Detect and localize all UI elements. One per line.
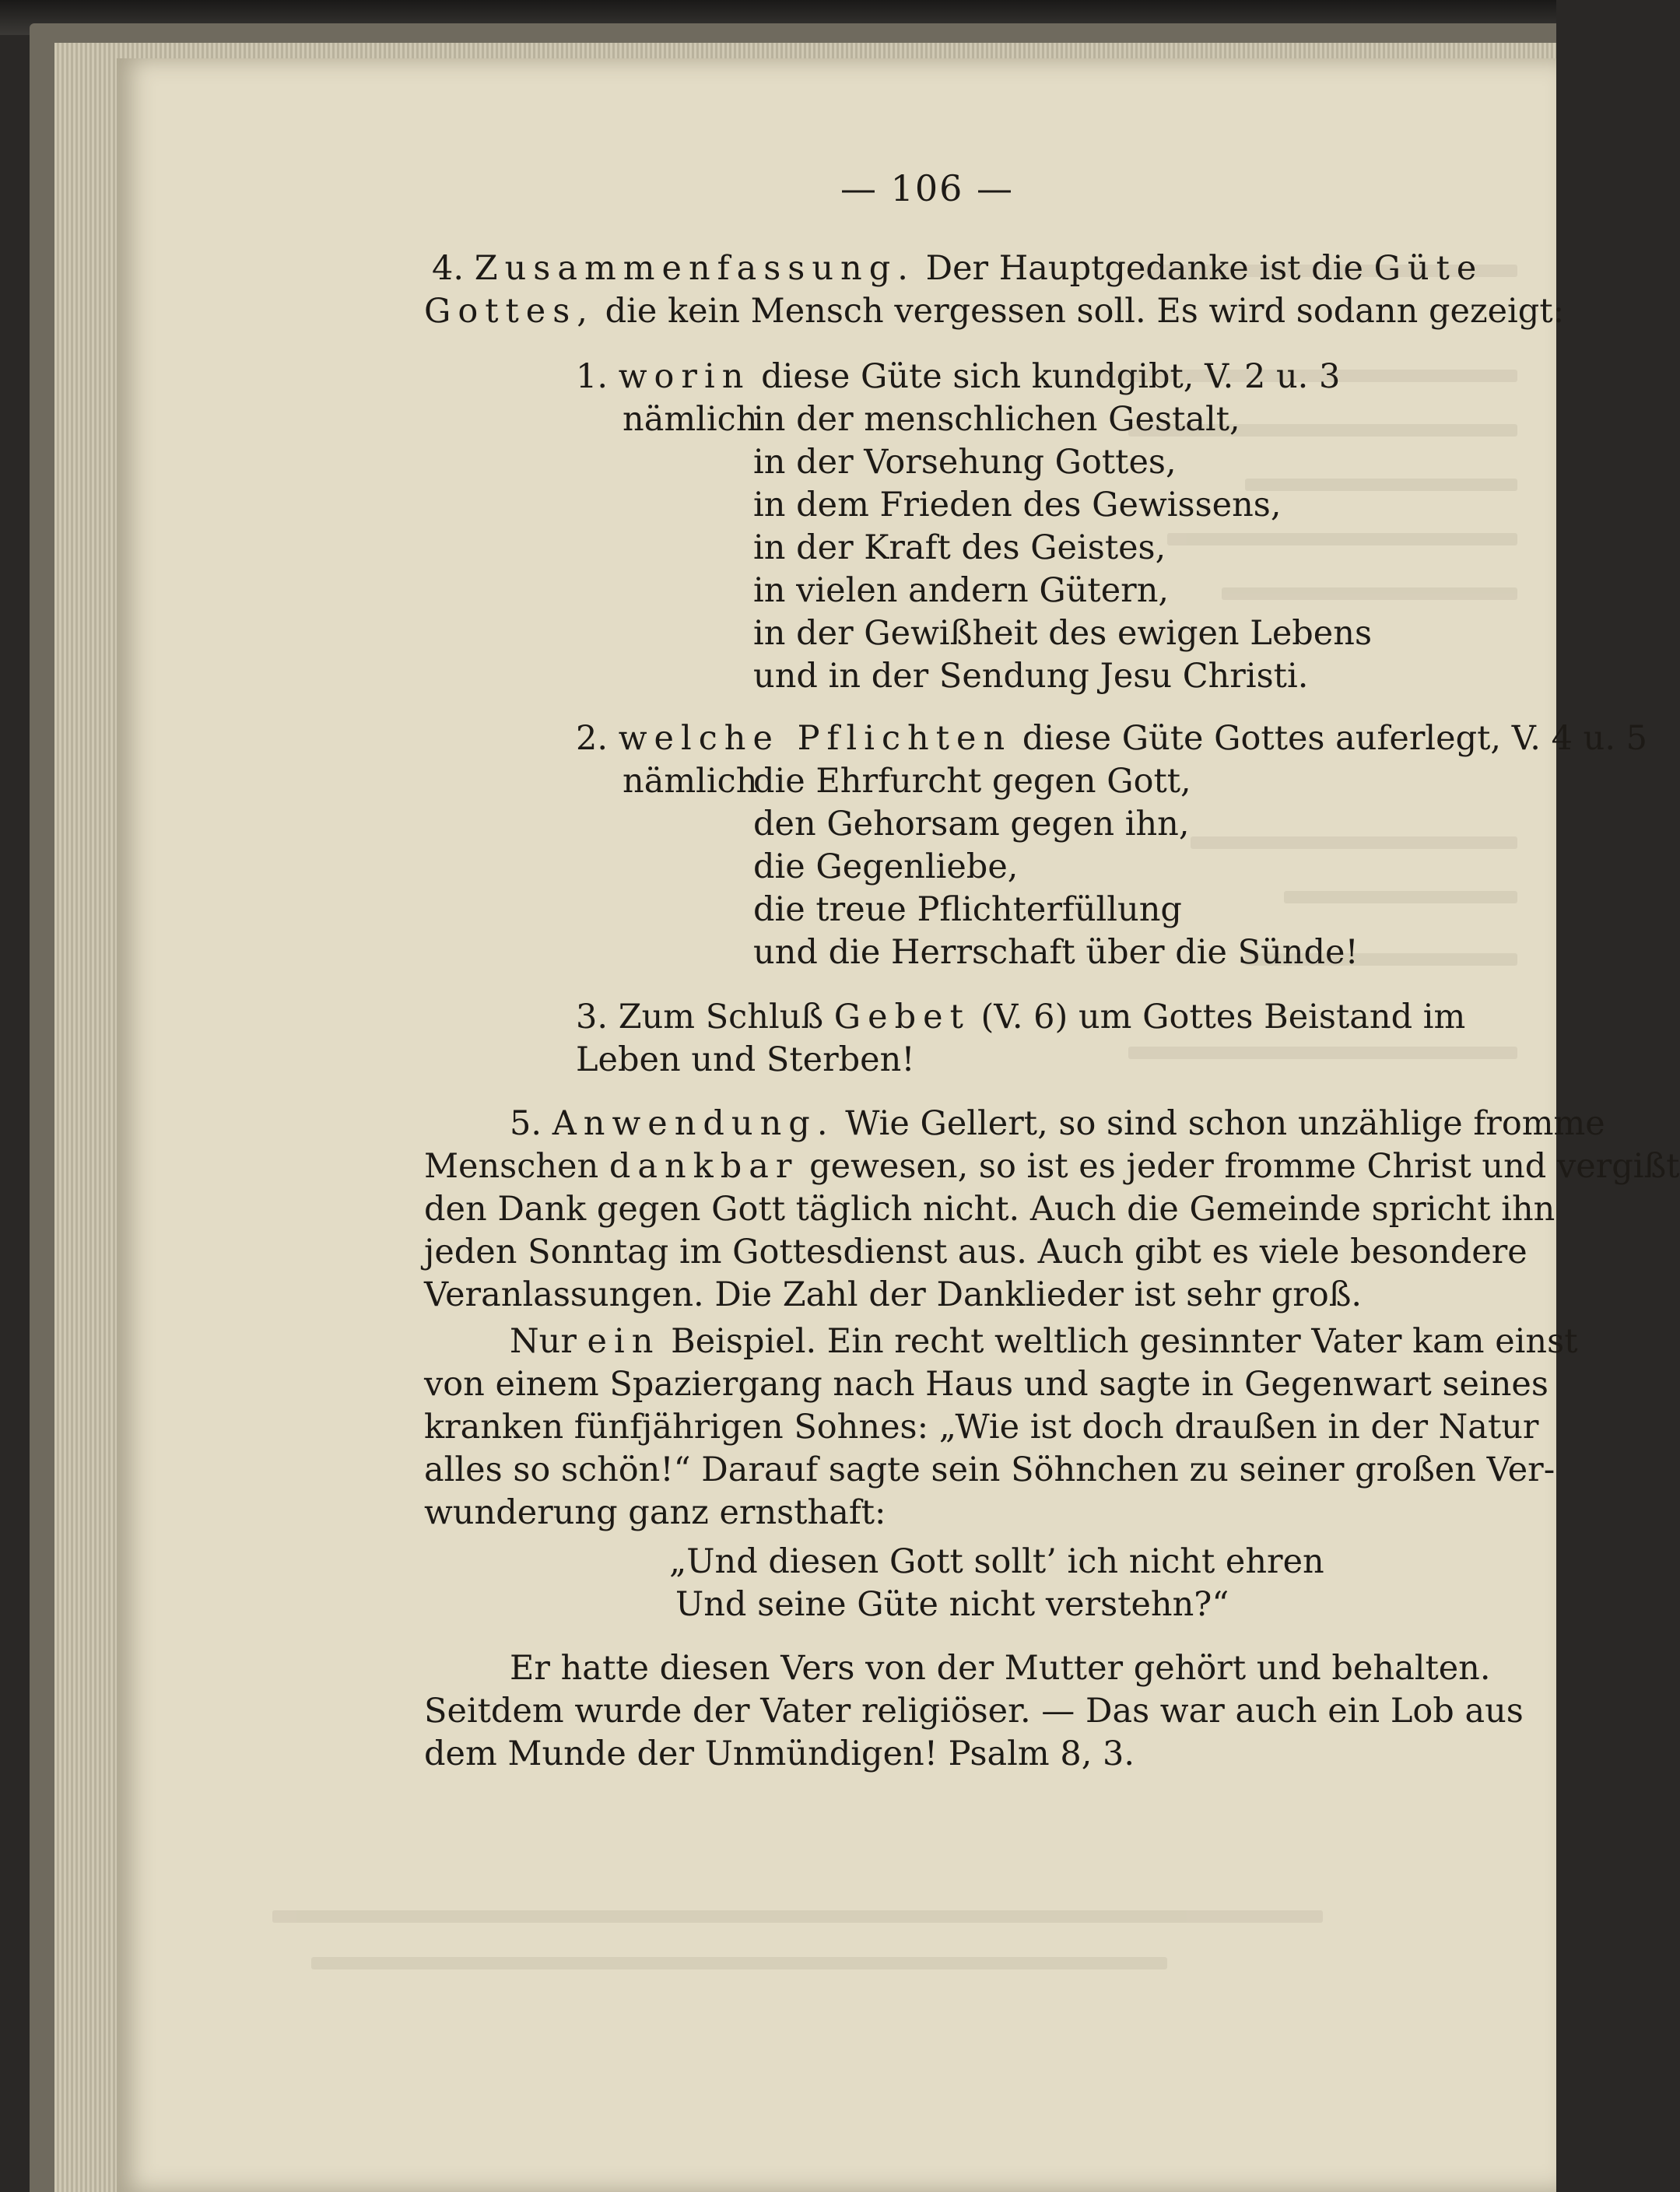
point-1-lead: nämlich [623,400,758,439]
section-4-text: Der Hauptgedanke ist die [925,249,1363,288]
section-4-heading: Zusammenfassung. [474,249,915,288]
example-line-3: kranken fünfjährigen Sohnes: „Wie ist doch draußen in der Natur [424,1408,1539,1447]
point-1-line [576,356,1340,398]
point-2-item: die treue Pflichterfüllung [753,890,1182,929]
page-number: — 106 — [840,167,1015,209]
closing-line: Er hatte diesen Vers von der Mutter gehört und behalten. [510,1649,1491,1688]
point-1-item: in vielen andern Gütern, [753,571,1170,610]
example-line-1 [510,1320,1577,1363]
section-4-line-2 [424,290,1564,333]
section-5-number: 5. [510,1104,542,1143]
emphasis-guete: Güte [1373,249,1484,288]
section-4-line-1 [432,247,1483,290]
point-3-number: 3. [576,998,609,1036]
point-1-item: in der menschlichen Gestalt, [753,400,1240,439]
section-5-text-a: Menschen [424,1147,599,1186]
section-5-line-1 [510,1103,1605,1145]
example-line-5: wunderung ganz ernsthaft: [424,1493,886,1532]
emphasis-dankbar: dankbar [609,1147,799,1186]
point-1-item: in dem Frieden des Gewissens, [753,486,1282,524]
emphasis-gottes: Gottes, [424,292,594,331]
point-3-emphasis: Gebet [833,998,970,1036]
closing-line: dem Munde der Unmündigen! Psalm 8, 3. [424,1734,1135,1773]
section-5-heading: Anwendung. [552,1104,835,1143]
point-2-text: diese Güte Gottes auferlegt, V. 4 u. 5 [1022,719,1648,758]
point-3-text-1: Zum Schluß [618,998,824,1036]
point-2-number: 2. [576,719,609,758]
example-line-2: von einem Spaziergang nach Haus und sagte in Gegenwart seines [424,1365,1548,1404]
point-1-emphasis: worin [618,357,751,396]
point-1-item: und in der Sendung Jesu Christi. [753,657,1309,696]
point-1-item: in der Gewißheit des ewigen Lebens [753,614,1373,653]
point-2-item: die Gegenliebe, [753,847,1019,886]
example-text-b: Beispiel. Ein recht weltlich gesinnter Vater kam einst [671,1322,1578,1361]
section-5-text-b: gewesen, so ist es jeder fromme Christ und vergißt [809,1147,1680,1186]
point-2-emphasis: welche Pflichten [618,719,1012,758]
point-1-item: in der Vorsehung Gottes, [753,443,1177,482]
point-3-line-2: Leben und Sterben! [576,1040,915,1079]
verse-line: Und seine Güte nicht verstehn?“ [675,1585,1229,1624]
section-4-number: 4. [432,249,465,288]
section-5-line-2 [424,1145,1680,1188]
point-1-number: 1. [576,357,609,396]
example-line-4: alles so schön!“ Darauf sagte sein Söhnchen zu seiner großen Ver- [424,1450,1555,1489]
point-2-line [576,717,1647,760]
closing-line: Seitdem wurde der Vater religiöser. — Das war auch ein Lob aus [424,1692,1524,1731]
emphasis-ein: ein [587,1322,661,1361]
verse-line: „Und diesen Gott sollt’ ich nicht ehren [669,1542,1324,1581]
section-5-text: Wie Gellert, so sind schon unzählige fromme [845,1104,1605,1143]
point-2-item: den Gehorsam gegen ihn, [753,805,1190,843]
section-5-line-5: Veranlassungen. Die Zahl der Danklieder ist sehr groß. [424,1275,1363,1314]
point-3-line [576,996,1465,1039]
point-1-item: in der Kraft des Geistes, [753,528,1166,567]
point-1-text: diese Güte sich kundgibt, V. 2 u. 3 [761,357,1341,396]
section-5-line-4: jeden Sonntag im Gottesdienst aus. Auch gibt es viele besondere [424,1233,1527,1271]
example-text-a: Nur [510,1322,577,1361]
point-2-item: die Ehrfurcht gegen Gott, [753,762,1191,801]
point-2-item: und die Herrschaft über die Sünde! [753,933,1359,972]
point-3-text-2: (V. 6) um Gottes Beistand im [980,998,1466,1036]
section-4-text-2: die kein Mensch vergessen soll. Es wird sodann gezeigt: [605,292,1565,331]
point-2-lead: nämlich [623,762,758,801]
section-5-line-3: den Dank gegen Gott täglich nicht. Auch die Gemeinde spricht ihn [424,1190,1555,1229]
